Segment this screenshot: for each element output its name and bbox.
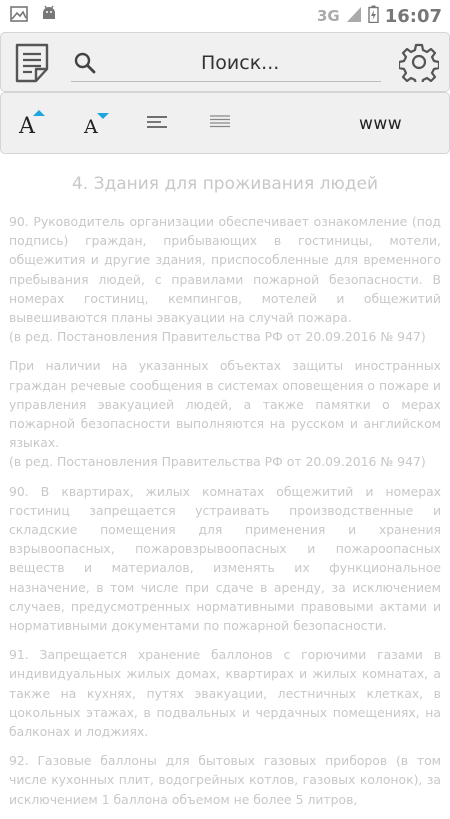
paragraph-block	[9, 482, 441, 636]
status-right	[317, 5, 450, 27]
search-placeholder: Поиск...	[201, 52, 280, 74]
signal-icon	[346, 5, 362, 27]
paragraph-block	[9, 751, 441, 809]
paragraph: При наличии на указанных объектах защиты иностранных граждан речевые сообщения в системах оповещения о пожаре и управления эвакуацией людей, а также памятки о мерах пожарной безопасности выполняются на русском и английском языках.	[9, 358, 441, 451]
align-justify-icon[interactable]	[209, 114, 231, 134]
section-heading: 4. Здания для проживания людей	[71, 174, 379, 194]
edit-note: (в ред. Постановления Правительства РФ от 20.09.2016 № 947)	[9, 454, 426, 470]
increase-font-icon[interactable]	[18, 109, 48, 141]
top-toolbar	[0, 32, 450, 92]
network-type: 3G	[316, 7, 340, 25]
paragraph: 91. Запрещается хранение баллонов с горючими газами в индивидуальных жилых домах, квартирах и жилых комнатах, а также на кухнях, путях эвакуации, лестничных клетках, в цокольных этажах, в подвальных и чердачных помещениях, на балконах и лоджиях.	[9, 647, 441, 740]
paragraph: 90. В квартирах, жилых комнатах общежитий и номерах гостиниц запрещается устраивать производственные и складские помещения для применения и хранения взрывоопасных, пожаровзрывоопасных и пожароопасных веществ и материалов, изменять их функциональное назначение, в том числе при сдаче в аренду, за исключением случаев, предусмотренных нормативными правовыми актами и нормативными документами по пожарной безопасности.	[9, 483, 441, 634]
article-content	[9, 172, 441, 819]
www-button[interactable]: www	[359, 114, 403, 134]
gear-icon[interactable]	[399, 42, 439, 86]
svg-text:A: A	[84, 116, 98, 137]
format-toolbar	[0, 92, 450, 154]
paragraph-block	[9, 645, 441, 741]
clock: 16:07	[384, 5, 442, 27]
align-left-icon[interactable]	[146, 115, 168, 135]
search-icon	[73, 51, 97, 79]
android-debug-icon	[40, 5, 58, 27]
edit-note: (в ред. Постановления Правительства РФ от 20.09.2016 № 947)	[9, 329, 426, 345]
document-icon[interactable]	[14, 43, 50, 87]
paragraph: 90. Руководитель организации обеспечивает ознакомление (под подпись) граждан, прибывающих в гостиницы, мотели, общежития и другие здания, приспособленные для временного пребывания людей, с правилами пожарной безопасности. В номерах гостиниц, кемпингов, мотелей и общежитий вывешиваются планы эвакуации на случай пожара.	[9, 214, 441, 326]
paragraph: 92. Газовые баллоны для бытовых газовых приборов (в том числе кухонных плит, водогрейных котлов, газовых колонок), за исключением 1 баллона объемом не более 5 литров,	[9, 753, 441, 807]
decrease-font-icon[interactable]	[82, 109, 112, 141]
status-bar	[0, 0, 450, 32]
battery-icon	[368, 5, 379, 27]
paragraph-block	[9, 356, 441, 471]
svg-text:A: A	[19, 114, 35, 137]
status-left	[0, 5, 58, 27]
search-field[interactable]	[71, 45, 381, 82]
image-notification-icon	[10, 6, 28, 26]
paragraph-block	[9, 212, 441, 346]
